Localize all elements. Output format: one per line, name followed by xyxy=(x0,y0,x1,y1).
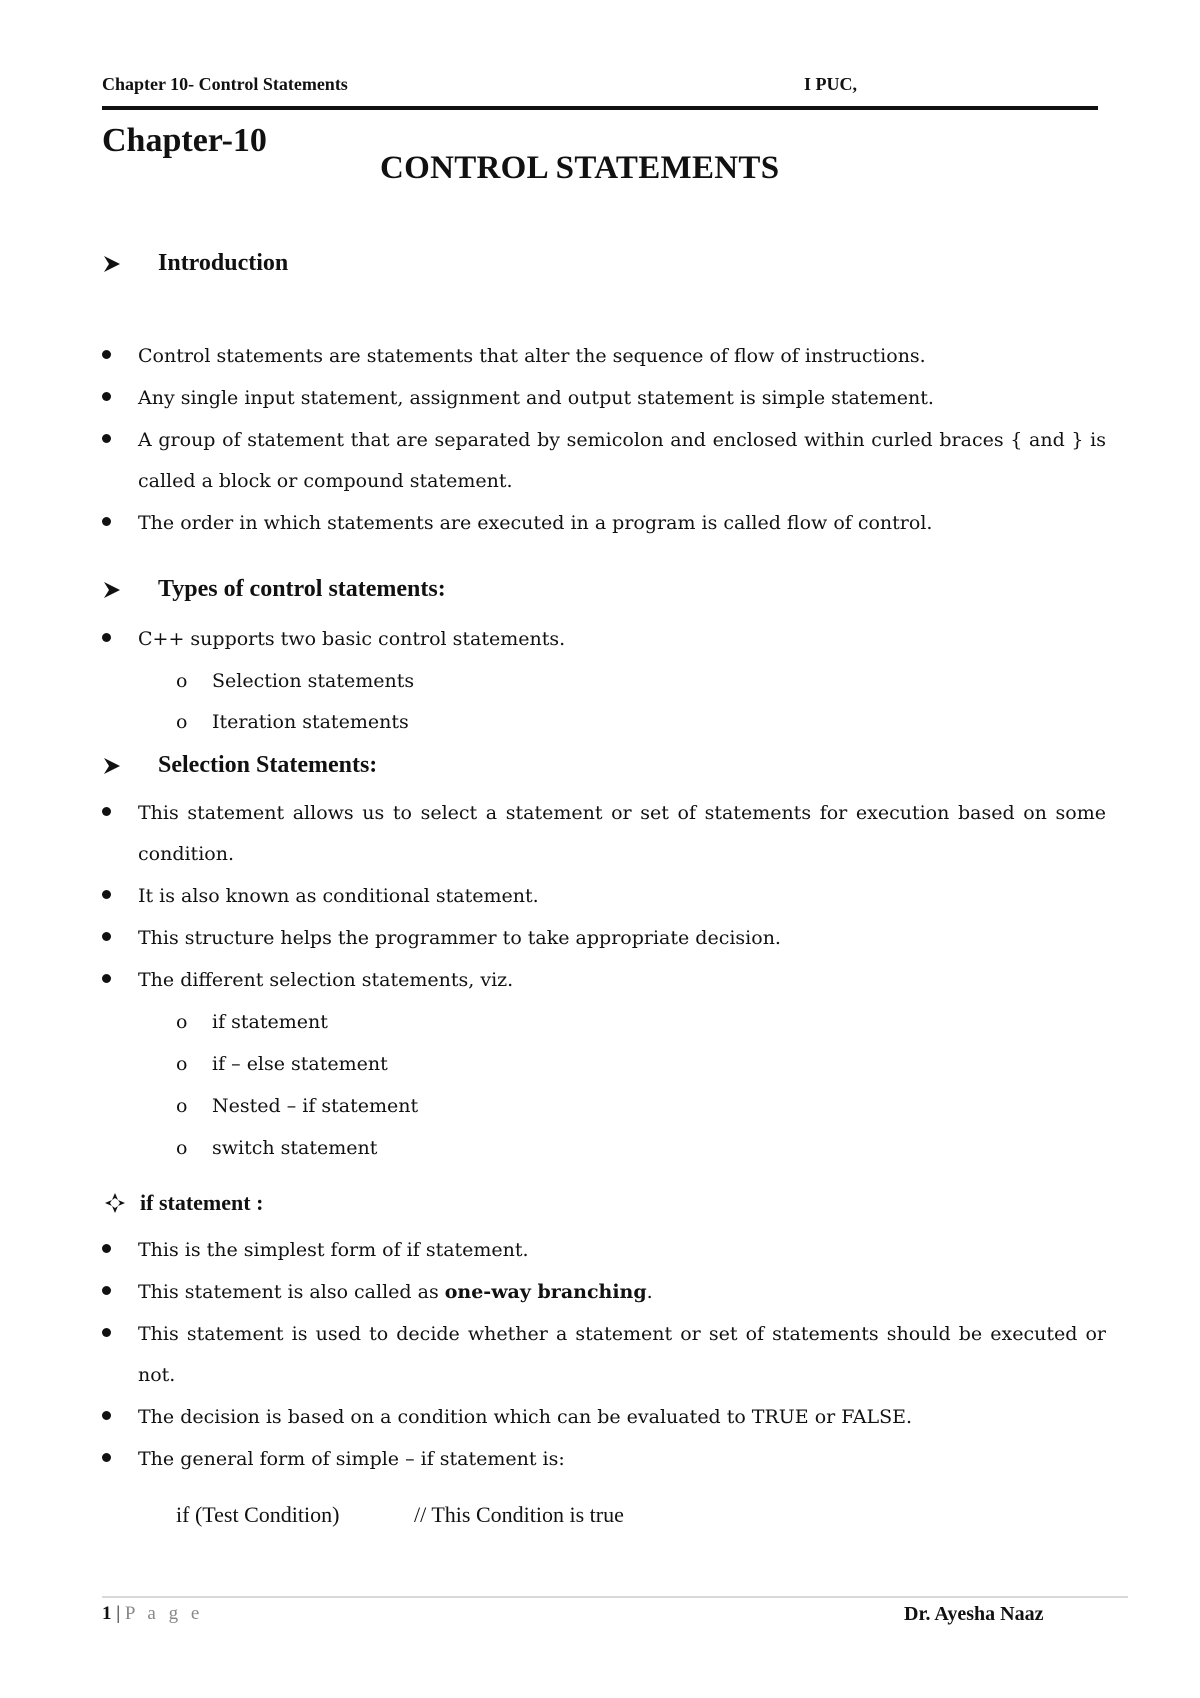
sub-list-item xyxy=(176,1044,388,1085)
footer-author: Dr. Ayesha Naaz xyxy=(904,1603,1044,1625)
bullet-dot-icon xyxy=(102,807,111,816)
sub-list-item-text: Nested – if statement xyxy=(212,1095,419,1117)
bullet-dot-icon xyxy=(102,517,111,526)
arrow-bullet-icon xyxy=(102,580,122,600)
header-rule xyxy=(102,106,1098,110)
bullet-dot-icon xyxy=(102,633,111,642)
running-header xyxy=(102,74,1098,104)
list-item-text-part: . xyxy=(646,1281,653,1303)
bullet-dot-icon xyxy=(102,1286,111,1295)
header-class: I PUC, xyxy=(804,74,857,94)
list-item-text: The different selection statements, viz. xyxy=(138,969,514,991)
list-item-text: Any single input statement, assignment and output statement is simple statement. xyxy=(138,387,934,409)
list-item-text: The order in which statements are executed in a program is called flow of control. xyxy=(138,512,933,534)
diamond-bullet-icon xyxy=(104,1192,126,1214)
section-heading-introduction xyxy=(102,250,288,277)
sub-bullet-marker: o xyxy=(176,1011,188,1033)
bullet-dot-icon xyxy=(102,974,111,983)
bullet-dot-icon xyxy=(102,434,111,443)
sub-list-item xyxy=(176,661,414,702)
section-heading-text: Selection Statements: xyxy=(158,752,378,778)
section-heading-text: Types of control statements: xyxy=(158,576,446,602)
page-number-value: 1 xyxy=(102,1603,112,1624)
sub-list-item-text: Iteration statements xyxy=(212,711,409,733)
list-item-text: C++ supports two basic control statements. xyxy=(138,628,566,650)
sub-list-item xyxy=(176,702,409,743)
subsection-heading-text: if statement : xyxy=(140,1190,264,1215)
page-number-separator: | xyxy=(111,1603,125,1624)
bullet-dot-icon xyxy=(102,1244,111,1253)
page-word: P a g e xyxy=(124,1603,204,1624)
page-title: CONTROL STATEMENTS xyxy=(380,150,780,186)
sub-list-item-text: Selection statements xyxy=(212,670,415,692)
sub-list-item-text: switch statement xyxy=(212,1137,378,1159)
section-heading-types xyxy=(102,576,446,603)
bullet-dot-icon xyxy=(102,932,111,941)
sub-list-item xyxy=(176,1128,377,1169)
bullet-dot-icon xyxy=(102,392,111,401)
arrow-bullet-icon xyxy=(102,756,122,776)
subsection-heading-if-statement xyxy=(104,1190,263,1216)
sub-list-item xyxy=(176,1086,418,1127)
code-comment: // This Condition is true xyxy=(414,1502,624,1527)
list-item-text: A group of statement that are separated by semicolon and enclosed within curled braces { and } is called a block or compound statement. xyxy=(138,429,1106,492)
list-item-text: It is also known as conditional statement. xyxy=(138,885,539,907)
sub-list-item-text: if statement xyxy=(212,1011,328,1033)
code-line: if (Test Condition) xyxy=(176,1502,340,1527)
bullet-dot-icon xyxy=(102,1453,111,1462)
bullet-dot-icon xyxy=(102,1411,111,1420)
list-item-text: Control statements are statements that alter the sequence of flow of instructions. xyxy=(138,345,926,367)
header-chapter-title: Chapter 10- Control Statements xyxy=(102,74,348,94)
list-item-text: This structure helps the programmer to take appropriate decision. xyxy=(138,927,781,949)
section-heading-selection xyxy=(102,752,377,779)
list-item-text: This statement allows us to select a statement or set of statements for execution based on some condition. xyxy=(138,802,1106,865)
sub-bullet-marker: o xyxy=(176,1095,188,1117)
list-item-text: This statement is used to decide whether a statement or set of statements should be executed or not. xyxy=(138,1323,1106,1386)
footer-rule xyxy=(102,1596,1128,1598)
list-item-text xyxy=(138,1272,1106,1313)
bullet-dot-icon xyxy=(102,350,111,359)
section-heading-text: Introduction xyxy=(158,250,289,276)
arrow-bullet-icon xyxy=(102,254,122,274)
sub-bullet-marker: o xyxy=(176,670,188,692)
chapter-label: Chapter-10 xyxy=(102,122,267,159)
sub-bullet-marker: o xyxy=(176,1137,188,1159)
bullet-dot-icon xyxy=(102,890,111,899)
list-item-text: The general form of simple – if statement is: xyxy=(138,1448,565,1470)
sub-bullet-marker: o xyxy=(176,711,188,733)
list-item-text: This is the simplest form of if statement. xyxy=(138,1239,529,1261)
list-item-text: The decision is based on a condition which can be evaluated to TRUE or FALSE. xyxy=(138,1406,913,1428)
sub-list-item xyxy=(176,1002,328,1043)
sub-bullet-marker: o xyxy=(176,1053,188,1075)
bullet-dot-icon xyxy=(102,1328,111,1337)
sub-list-item-text: if – else statement xyxy=(212,1053,388,1075)
list-item-text-part: This statement is also called as xyxy=(138,1281,445,1303)
page-number xyxy=(102,1603,203,1625)
bold-term: one-way branching xyxy=(444,1281,647,1303)
